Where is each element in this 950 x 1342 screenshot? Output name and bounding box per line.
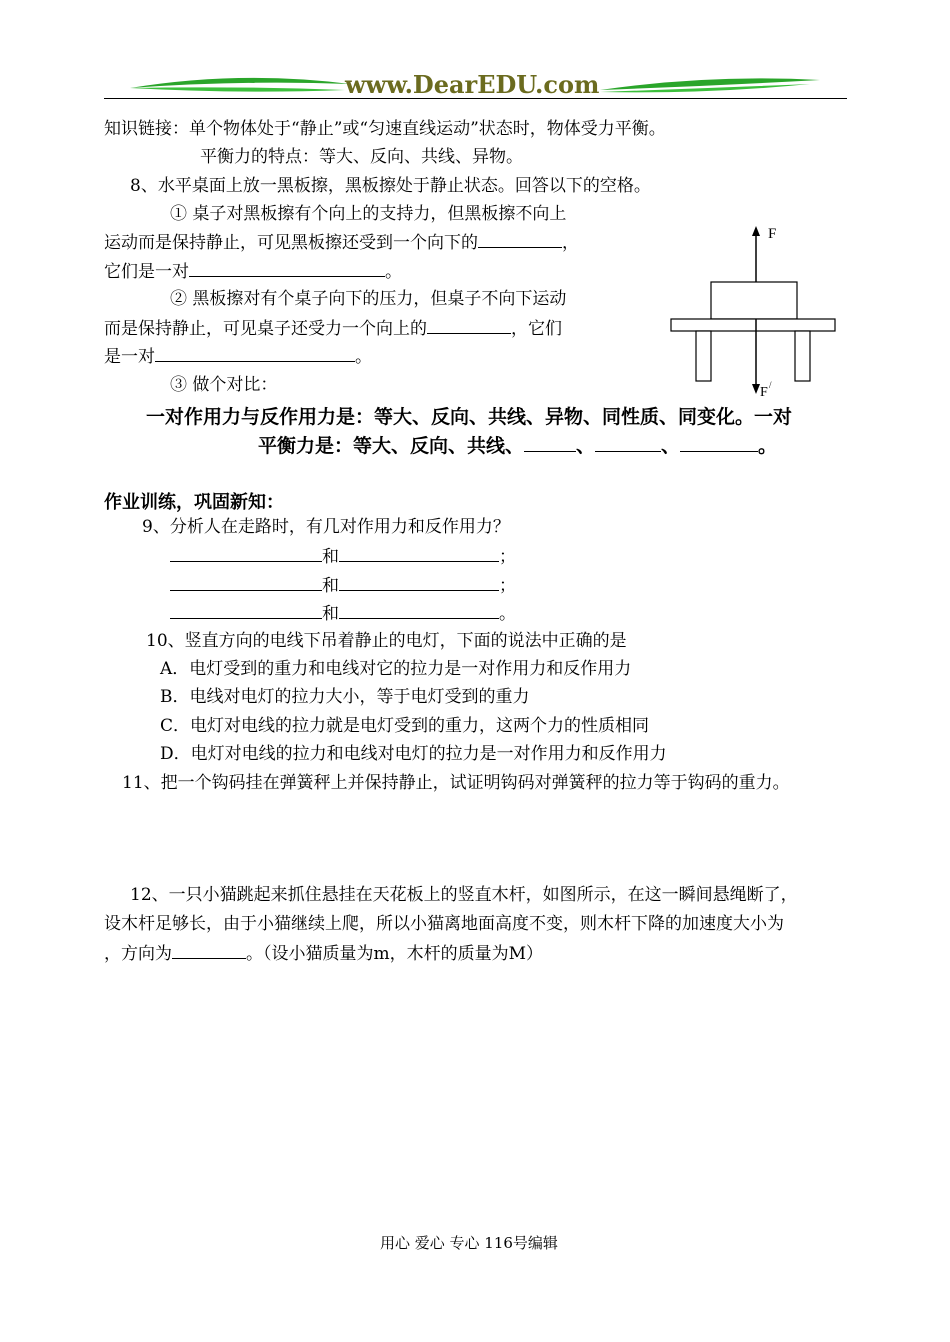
homework-heading: 作业训练，巩固新知： (104, 492, 284, 513)
q8-punct: 。 (385, 262, 402, 282)
q10-option-c: C．电灯对电线的拉力就是电灯受到的重力，这两个力的性质相同 (160, 716, 650, 736)
q10-text: 10、竖直方向的电线下吊着静止的电灯，下面的说法中正确的是 (146, 631, 627, 651)
q12-text: ，方向为 (104, 944, 172, 964)
label-prime: / (769, 380, 772, 390)
logo-text: www.DearEDU.com (345, 70, 600, 99)
q9-text: 9、分析人在走路时，有几对作用力和反作用力？ (142, 517, 510, 537)
q8-punct: 。 (355, 347, 372, 367)
answer-blank[interactable] (172, 942, 246, 959)
arrow-head-down-icon (752, 384, 760, 394)
comparison-line-1: 一对作用力与反作用力是：等大、反向、共线、异物、同性质、同变化。一对 (146, 406, 793, 428)
comparison-end: 。 (758, 435, 778, 457)
q8-part1-line3 (104, 260, 402, 283)
answer-blank[interactable] (427, 317, 511, 334)
table-leg-left (696, 331, 711, 381)
q9-answer-row (170, 602, 516, 625)
q9-answer-row (170, 545, 516, 568)
answer-blank[interactable] (680, 433, 758, 452)
label-f-bottom: F (760, 385, 768, 400)
answer-blank[interactable] (524, 433, 576, 452)
answer-blank[interactable] (170, 602, 322, 619)
q9-answer-row (170, 574, 516, 597)
q8-part1-text: 它们是一对 (104, 262, 189, 282)
q9-and: 和 (322, 576, 339, 596)
table-leg-right (795, 331, 810, 381)
q8-part2-line3 (104, 345, 372, 368)
comparison-sep: 、 (661, 435, 681, 457)
q12-line-3 (104, 942, 543, 965)
table-eraser-figure (668, 222, 840, 400)
q8-intro: 8、水平桌面上放一黑板擦，黑板擦处于静止状态。回答以下的空格。 (130, 176, 651, 196)
q9-punct: ； (499, 576, 516, 596)
q8-part3: ③ 做个对比： (170, 375, 278, 395)
answer-blank[interactable] (155, 345, 355, 362)
header-rule (104, 98, 847, 99)
knowledge-line-1: 知识链接：单个物体处于“静止”或“匀速直线运动”状态时，物体受力平衡。 (104, 119, 666, 139)
q8-part1-text: 运动而是保持静止，可见黑板擦还受到一个向下的 (104, 233, 478, 253)
q10-option-a: A．电灯受到的重力和电线对它的拉力是一对作用力和反作用力 (160, 659, 632, 679)
q8-part2-text: 而是保持静止，可见桌子还受力一个向上的 (104, 319, 427, 339)
q9-and: 和 (322, 604, 339, 624)
q8-part2-line1: ② 黑板擦对有个桌子向下的压力，但桌子不向下运动 (170, 289, 567, 309)
q8-part2-line2 (104, 317, 562, 340)
answer-blank[interactable] (339, 545, 499, 562)
label-f-top: F (768, 226, 777, 242)
answer-blank[interactable] (478, 231, 562, 248)
q12-text: 。（设小猫质量为m，木杆的质量为M） (246, 944, 544, 964)
comparison-line-2 (258, 431, 777, 458)
answer-blank[interactable] (595, 433, 661, 452)
q12-line-1: 12、一只小猫跳起来抓住悬挂在天花板上的竖直木杆，如图所示，在这一瞬间悬绳断了， (130, 885, 798, 905)
q8-punct: ， (562, 233, 579, 253)
q8-part1-line2 (104, 231, 579, 254)
q8-part1-line1: ① 桌子对黑板擦有个向上的支持力，但黑板擦不向上 (170, 204, 567, 224)
q8-part2-text: 是一对 (104, 347, 155, 367)
answer-blank[interactable] (170, 574, 322, 591)
q8-punct: ，它们 (511, 319, 562, 339)
answer-blank[interactable] (339, 602, 499, 619)
eraser-block (711, 282, 797, 319)
q11-text: 11、把一个钩码挂在弹簧秤上并保持静止，试证明钩码对弹簧秤的拉力等于钩码的重力。 (122, 773, 790, 793)
q10-option-d: D．电灯对电线的拉力和电线对电灯的拉力是一对作用力和反作用力 (160, 744, 667, 764)
arrow-head-up-icon (752, 226, 760, 236)
table-top (671, 319, 835, 331)
comparison-sep: 、 (576, 435, 596, 457)
q9-and: 和 (322, 547, 339, 567)
answer-blank[interactable] (170, 545, 322, 562)
page-footer: 用心 爱心 专心 116号编辑 (380, 1234, 558, 1252)
answer-blank[interactable] (339, 574, 499, 591)
answer-blank[interactable] (189, 260, 385, 277)
comparison-text: 平衡力是：等大、反向、共线、 (258, 435, 525, 457)
q9-punct: 。 (499, 604, 516, 624)
q12-line-2: 设木杆足够长，由于小猫继续上爬，所以小猫离地面高度不变，则木杆下降的加速度大小为 (104, 914, 784, 934)
q9-punct: ； (499, 547, 516, 567)
knowledge-line-2: 平衡力的特点：等大、反向、共线、异物。 (200, 147, 523, 167)
q10-option-b: B．电线对电灯的拉力大小，等于电灯受到的重力 (160, 687, 530, 707)
